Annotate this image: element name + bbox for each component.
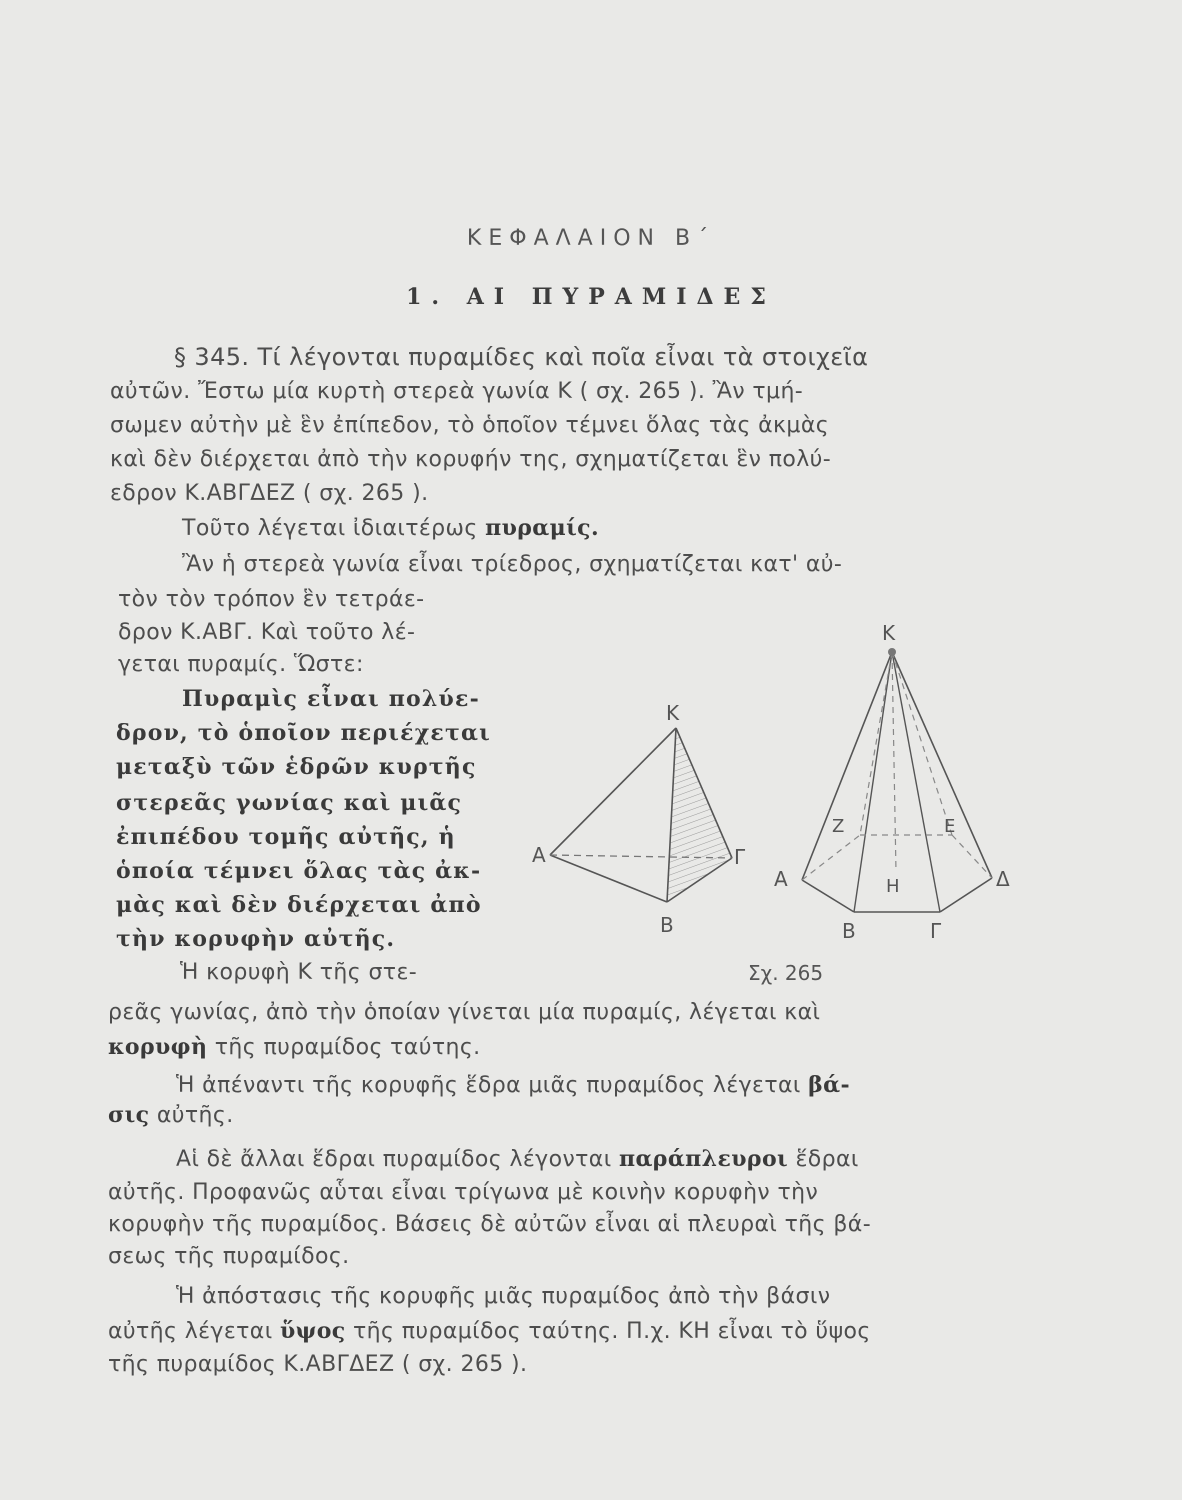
height-line-1: Ἡ ἀπόστασις τῆς κορυφῆς μιᾶς πυραμίδος ἀπὸ τὴν βάσιν	[176, 1284, 831, 1309]
base-line-1	[176, 1070, 850, 1101]
tetrahedron-diagram	[532, 701, 746, 937]
height-text: αὐτῆς λέγεται	[108, 1319, 273, 1344]
pyr-label-E: E	[944, 816, 956, 837]
apex-line-2: ρεᾶς γωνίας, ἀπὸ τὴν ὁποίαν γίνεται μία πυραμίς, λέγεται καὶ	[108, 1000, 821, 1025]
pyr-label-H: H	[886, 876, 900, 897]
definition-line-5: ἐπιπέδου τομῆς αὐτῆς, ἡ	[116, 824, 456, 850]
definition-line-8: τὴν κορυφὴν αὐτῆς.	[116, 926, 396, 952]
tetra-line-1: Ἂν ἡ στερεὰ γωνία εἶναι τρίεδρος, σχηματίζεται κατ' αὐ-	[182, 552, 843, 577]
pyr-edge-KG	[892, 652, 940, 912]
base-text: Ἡ ἀπέναντι τῆς κορυφῆς ἕδρα μιᾶς πυραμίδος λέγεται	[176, 1073, 801, 1098]
pyr-edge-KB	[854, 652, 892, 912]
pyr-edge-GD	[940, 878, 992, 912]
base-rest: αὐτῆς.	[156, 1103, 234, 1128]
pyr-label-D: Δ	[996, 867, 1010, 891]
definition-line-3: μεταξὺ τῶν ἑδρῶν κυρτῆς	[116, 754, 477, 780]
height-term: ὕψος	[279, 1318, 346, 1344]
height-line-3: τῆς πυραμίδος Κ.ΑΒΓΔΕΖ ( σχ. 265 ).	[108, 1352, 528, 1377]
p345-line-5: εδρον Κ.ΑΒΓΔΕΖ ( σχ. 265 ).	[110, 481, 429, 506]
pyr-height-KH	[892, 652, 896, 872]
pyr-edge-AB	[802, 880, 854, 912]
definition-line-7: μὰς καὶ δὲν διέρχεται ἀπὸ	[116, 892, 482, 918]
lateral-text: Αἱ δὲ ἄλλαι ἕδραι πυραμίδος λέγονται	[176, 1147, 612, 1172]
definition-line-6: ὁποία τέμνει ὅλας τὰς ἀκ-	[116, 858, 482, 884]
base-line-2	[108, 1100, 234, 1131]
pyr-edge-KE-hidden	[892, 652, 952, 835]
pyramid-def-text: Τοῦτο λέγεται ἰδιαιτέρως	[182, 516, 478, 541]
definition-line-2: δρον, τὸ ὁποῖον περιέχεται	[116, 720, 491, 746]
p345-line-2: αὐτῶν. Ἔστω μία κυρτὴ στερεὰ γωνία Κ ( σχ. 265 ). Ἂν τμή-	[110, 379, 804, 404]
tetra-hatched-face	[667, 728, 732, 902]
tetra-label-G: Γ	[734, 845, 746, 869]
pyr-label-A: A	[774, 867, 788, 891]
pyr-label-Z: Z	[832, 816, 845, 837]
pyr-edge-KZ-hidden	[860, 652, 892, 835]
pyramid-def-line	[182, 513, 599, 544]
pyramid-term: πυραμίς.	[485, 515, 600, 541]
pyr-edge-KD	[892, 652, 992, 878]
pyr-label-K: K	[882, 621, 896, 645]
lateral-line-1	[176, 1144, 859, 1175]
pyr-edge-ED-hidden	[952, 835, 992, 878]
base-term-1: βά-	[808, 1072, 851, 1098]
apex-rest: τῆς πυραμίδος ταύτης.	[214, 1035, 481, 1060]
definition-line-1: Πυραμὶς εἶναι πολύε-	[182, 686, 480, 712]
lateral-line-4: σεως τῆς πυραμίδος.	[108, 1244, 350, 1269]
hex-pyramid-diagram	[774, 621, 1010, 943]
height-line-2	[108, 1316, 871, 1347]
apex-line-3	[108, 1032, 481, 1063]
tetra-line-4: γεται πυραμίς. Ὥστε:	[118, 652, 364, 677]
tetra-label-B: B	[660, 913, 674, 937]
p345-line-1: § 345. Τί λέγονται πυραμίδες καὶ ποῖα εἶναι τὰ στοιχεῖα	[174, 343, 869, 371]
tetra-label-K: K	[666, 701, 680, 725]
p345-line-3: σωμεν αὐτὴν μὲ ἓν ἐπίπεδον, τὸ ὁποῖον τέμνει ὅλας τὰς ἀκμὰς	[110, 413, 830, 438]
apex-line-1: Ἡ κορυφὴ Κ τῆς στε-	[180, 960, 418, 985]
lateral-line-3: κορυφὴν τῆς πυραμίδος. Βάσεις δὲ αὐτῶν εἶναι αἱ πλευραὶ τῆς βά-	[108, 1212, 872, 1237]
figure-caption: Σχ. 265	[748, 961, 824, 985]
pyr-label-B: B	[842, 919, 856, 943]
tetra-edge-AB	[550, 855, 667, 902]
lateral-end: ἕδραι	[795, 1147, 859, 1172]
definition-line-4: στερεᾶς γωνίας καὶ μιᾶς	[116, 790, 463, 816]
pyr-label-G: Γ	[930, 919, 942, 943]
p345-line-4: καὶ δὲν διέρχεται ἀπὸ τὴν κορυφήν της, σχηματίζεται ἓν πολύ-	[110, 447, 832, 472]
chapter-heading: ΚΕΦΑΛΑΙΟΝ Β΄	[466, 226, 716, 251]
pyr-apex-dot	[888, 648, 896, 656]
tetra-line-3: δρον Κ.ΑΒΓ. Καὶ τοῦτο λέ-	[118, 620, 416, 645]
height-rest: τῆς πυραμίδος ταύτης. Π.χ. ΚΗ εἶναι τὸ ὕψος	[353, 1319, 871, 1344]
apex-term: κορυφὴ	[108, 1034, 208, 1060]
base-term-2: σις	[108, 1102, 150, 1128]
figure-265	[520, 610, 1040, 990]
lateral-line-2: αὐτῆς. Προφανῶς αὗται εἶναι τρίγωνα μὲ κοινὴν κορυφὴν τὴν	[108, 1180, 819, 1205]
lateral-term: παράπλευροι	[618, 1146, 789, 1172]
section-title: 1. ΑΙ ΠΥΡΑΜΙΔΕΣ	[406, 284, 776, 310]
tetra-edge-KA	[550, 728, 676, 855]
tetra-label-A: A	[532, 843, 546, 867]
tetra-line-2: τὸν τὸν τρόπον ἓν τετράε-	[118, 587, 425, 612]
